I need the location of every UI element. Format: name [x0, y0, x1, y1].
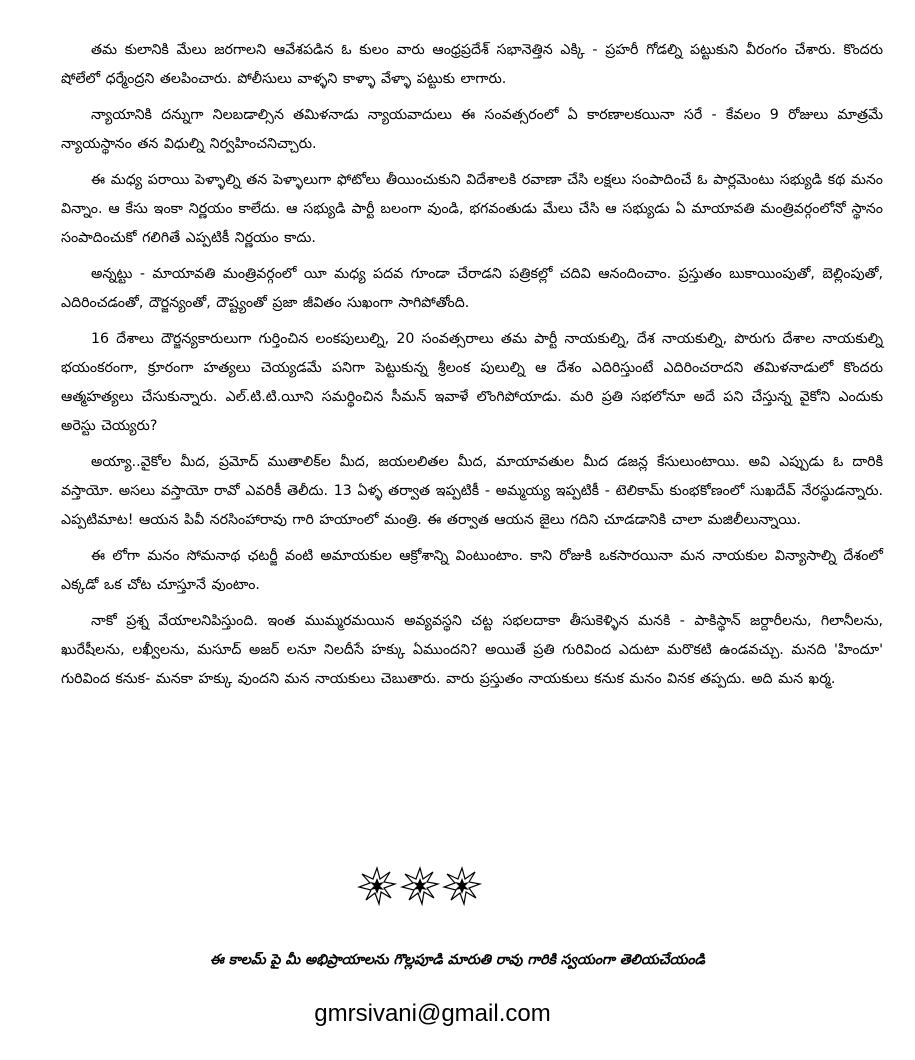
paragraph-3: ఈ మధ్య పరాయి పెళ్ళాల్ని తన పెళ్ళాలుగా ఫోటోలు తీయించుకుని విదేశాలకి రవాణా చేసి లక్షలు సంపాదించే ఓ పార్లమెంటు సభ్యుడి కథ మనం విన్నాం. ఆ కేసు ఇంకా నిర్ణయం కాలేదు. ఆ సభ్యుడి పార్టీ బలంగా వుండి, భగవంతుడు మేలు చేసి ఆ సభ్యుడు ఏ మాయావతి మంత్రివర్గంలోనో స్థానం సంపాదించుకో గలిగితే ఎప్పటికీ నిర్ణయం కాదు. [61, 172, 883, 246]
paragraph-5: 16 దేశాలు దౌర్జన్యకారులుగా గుర్తించిన లంకపులుల్ని, 20 సంవత్సరాలు తమ పార్టీ నాయకుల్ని, దేశ నాయకుల్ని, పొరుగు దేశాల నాయకుల్ని భయంకరంగా, క్రూరంగా హత్యలు చెయ్యడమే పనిగా పెట్టుకున్న శ్రీలంక పులుల్ని ఆ దేశం ఎదిరిస్తుంటే ఎదిరించరాదని తమిళనాడులో కొందరు ఆత్మహత్యలు చేసుకున్నారు. ఎల్.టి.టి.యీని సమర్థించిన సీమన్ ఇవాళే లొంగిపోయాడు. మరి ప్రతి సభలోనూ అదే పని చేస్తున్న వైకోని ఎందుకు అరెస్టు చెయ్యరు? [61, 331, 883, 434]
feedback-note: ఈ కాలమ్ పై మీ అభిప్రాయాలను గొల్లపూడి మారుతి రావు గారికి స్వయంగా తెలియచేయండి [210, 952, 705, 968]
paragraph-4: అన్నట్టు - మాయావతి మంత్రివర్గంలో యీ మధ్య పదవ గూండా చేరాడని పత్రికల్లో చదివి ఆనందించాం. ప్రస్తుతం బుకాయింపుతో, బెల్లింపుతో, ఎదిరించడంతో, దౌర్జన్యంతో, దౌష్ట్యంతో ప్రజా జీవితం సుఖంగా సాగిపోతోంది. [61, 266, 883, 311]
paragraph-7: ఈ లోగా మనం సోమనాథ ఛటర్జీ వంటి అమాయకుల ఆక్రోశాన్ని వింటుంటాం. కాని రోజుకి ఒకసారయినా మన నాయకుల విన్యాసాల్ని దేశంలో ఎక్కడో ఒక చోట చూస్తూనే వుంటాం. [61, 548, 883, 593]
paragraph-6: అయ్యా..వైకోల మీద, ప్రమోద్ ముతాలిక్‌ల మీద, జయలలితల మీద, మాయావతుల మీద డజన్ల కేసులుంటాయి. అవి ఎప్పుడు ఓ దారికి వస్తాయో. అసలు వస్తాయో రావో ఎవరికీ తెలీదు. 13 ఏళ్ళ తర్వాత ఇప్పటికీ - అమ్మయ్య ఇప్పటికీ - టెలికామ్ కుంభకోణంలో సుఖదేవ్ నేరస్థుడన్నారు. ఎప్పటిమాట! ఆయన పివీ నరసింహారావు గారి హయాంలో మంత్రి. ఈ తర్వాత ఆయన జైలు గదిని చూడడానికి చాలా మజిలీలున్నాయి. [61, 454, 883, 528]
article-body [61, 36, 883, 701]
starburst-icon [357, 866, 397, 906]
contact-email: gmrsivani@gmail.com [314, 1000, 551, 1027]
starburst-icon [442, 866, 482, 906]
paragraph-8: నాకో ప్రశ్న వేయాలనిపిస్తుంది. ఇంత ముమ్మరమయిన అవ్యవస్థని చట్ట సభలదాకా తీసుకెళ్ళిన మనకి - పాకిస్థాన్ జర్దారీలను, గిలానీలను, ఖురేషీలను, లఖ్వీలను, మసూద్ అజర్ లనూ నిలదీసే హక్కు ఏముందని? అయితే ప్రతి గురివింద ఎదుటా మరొకటి ఉండవచ్చు. మనది 'హిందూ' గురివింద కనుక- మనకా హక్కు వుందని మన నాయకులు చెబుతారు. వారు ప్రస్తుతం నాయకులు కనుక మనం వినక తప్పదు. అది మన ఖర్మ. [61, 613, 883, 687]
paragraph-2: న్యాయానికి దన్నుగా నిలబడాల్సిన తమిళనాడు న్యాయవాదులు ఈ సంవత్సరంలో ఏ కారణాలకయినా సరే - కేవలం 9 రోజులు మాత్రమే న్యాయస్థానం తన విధుల్ని నిర్వహించనిచ్చారు. [61, 107, 883, 152]
section-divider-ornament [357, 865, 482, 907]
starburst-icon [400, 866, 440, 906]
paragraph-1: తమ కులానికి మేలు జరగాలని ఆవేశపడిన ఓ కులం వారు ఆంధ్రప్రదేశ్ సభానెత్తిన ఎక్కి - ప్రహరీ గోడల్ని పట్టుకుని వీరంగం చేశారు. కొందరు షోలేలో ధర్మేంద్రని తలపించారు. పోలీసులు వాళ్ళని కాళ్ళా వేళ్ళా పట్టుకు లాగారు. [61, 42, 883, 87]
